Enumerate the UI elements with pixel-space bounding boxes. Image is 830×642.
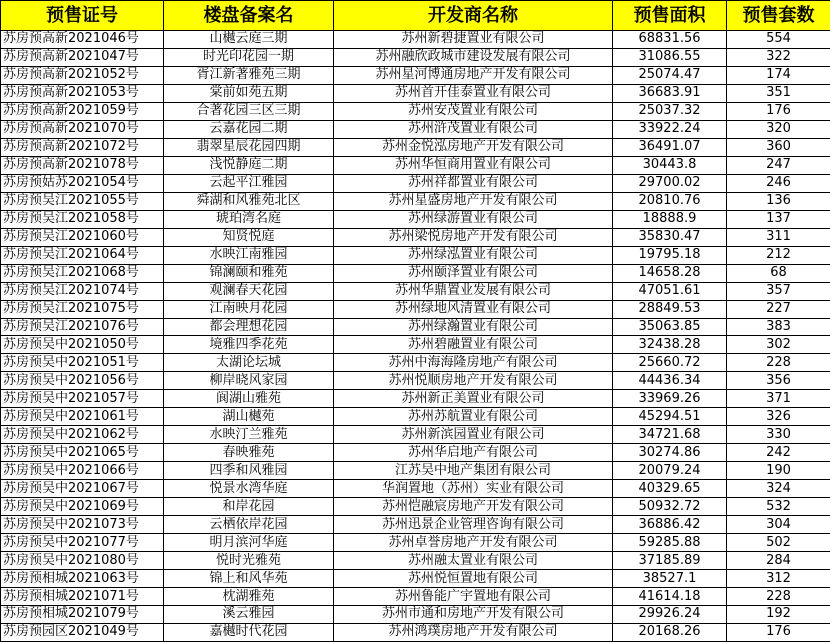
cell-presale-units: 176	[727, 102, 830, 120]
cell-project-name: 江南映月花园	[164, 300, 334, 318]
cell-developer-name: 苏州祥都置业有限公司	[334, 174, 613, 192]
cell-project-name: 都会理想花园	[164, 318, 334, 336]
cell-presale-area: 35063.85	[613, 318, 727, 336]
cell-presale-units: 532	[727, 498, 830, 516]
cell-presale-area: 20168.26	[613, 623, 727, 641]
cell-developer-name: 苏州苏航置业有限公司	[334, 408, 613, 426]
header-developer-name: 开发商名称	[334, 1, 613, 31]
cell-presale-area: 29926.24	[613, 606, 727, 624]
cell-project-name: 阆湖山雅苑	[164, 390, 334, 408]
cell-developer-name: 苏州新碧捷置业有限公司	[334, 31, 613, 49]
cell-presale-units: 247	[727, 156, 830, 174]
cell-presale-area: 45294.51	[613, 408, 727, 426]
table-row	[1, 246, 830, 264]
cell-project-name: 翡翠星辰花园四期	[164, 138, 334, 156]
cell-project-name: 湖山樾苑	[164, 408, 334, 426]
cell-developer-name: 苏州华启地产有限公司	[334, 444, 613, 462]
table-row	[1, 174, 830, 192]
cell-developer-name: 苏州恺融宸房地产开发有限公司	[334, 498, 613, 516]
cell-project-name: 合著花园三区三期	[164, 102, 334, 120]
cell-developer-name: 华润置地（苏州）实业有限公司	[334, 480, 613, 498]
cell-developer-name: 苏州鸿璞房地产开发有限公司	[334, 623, 613, 641]
cell-presale-units: 192	[727, 606, 830, 624]
cell-presale-units: 190	[727, 462, 830, 480]
cell-presale-cert-no: 苏房预园区2021049号	[1, 623, 164, 641]
cell-presale-cert-no: 苏房预吴中2021061号	[1, 408, 164, 426]
cell-presale-cert-no: 苏房预高新2021047号	[1, 48, 164, 66]
cell-presale-area: 35830.47	[613, 228, 727, 246]
cell-presale-units: 246	[727, 174, 830, 192]
cell-presale-area: 41614.18	[613, 588, 727, 606]
cell-presale-units: 326	[727, 408, 830, 426]
cell-developer-name: 苏州绿地风清置业有限公司	[334, 300, 613, 318]
cell-presale-units: 68	[727, 264, 830, 282]
cell-presale-area: 33922.24	[613, 120, 727, 138]
cell-presale-units: 357	[727, 282, 830, 300]
cell-presale-area: 33969.26	[613, 390, 727, 408]
cell-presale-cert-no: 苏房预高新2021070号	[1, 120, 164, 138]
cell-project-name: 云栖依岸花园	[164, 516, 334, 534]
cell-project-name: 太湖论坛城	[164, 354, 334, 372]
cell-developer-name: 苏州华恒商用置业有限公司	[334, 156, 613, 174]
cell-presale-units: 554	[727, 31, 830, 49]
table-row	[1, 300, 830, 318]
cell-developer-name: 苏州悦顺房地产开发有限公司	[334, 372, 613, 390]
cell-presale-units: 284	[727, 552, 830, 570]
cell-presale-cert-no: 苏房预吴江2021055号	[1, 192, 164, 210]
table-row	[1, 228, 830, 246]
cell-presale-cert-no: 苏房预吴江2021076号	[1, 318, 164, 336]
header-presale-cert-no: 预售证号	[1, 1, 164, 31]
table-row	[1, 66, 830, 84]
table-row	[1, 623, 830, 641]
cell-developer-name: 苏州星河博通房地产开发有限公司	[334, 66, 613, 84]
cell-project-name: 嘉樾时代花园	[164, 623, 334, 641]
cell-presale-cert-no: 苏房预吴中2021065号	[1, 444, 164, 462]
table-row	[1, 426, 830, 444]
cell-presale-cert-no: 苏房预高新2021046号	[1, 31, 164, 49]
cell-presale-cert-no: 苏房预高新2021053号	[1, 84, 164, 102]
cell-developer-name: 苏州中海海隆房地产有限公司	[334, 354, 613, 372]
cell-developer-name: 苏州市通和房地产开发有限公司	[334, 606, 613, 624]
cell-project-name: 水映江南雅园	[164, 246, 334, 264]
cell-presale-cert-no: 苏房预吴中2021077号	[1, 534, 164, 552]
cell-project-name: 溪云雅园	[164, 606, 334, 624]
table-row	[1, 354, 830, 372]
cell-project-name: 时光印花园一期	[164, 48, 334, 66]
cell-presale-area: 25660.72	[613, 354, 727, 372]
cell-developer-name: 苏州卓誉房地产开发有限公司	[334, 534, 613, 552]
table-row	[1, 318, 830, 336]
cell-presale-area: 25037.32	[613, 102, 727, 120]
cell-presale-cert-no: 苏房预高新2021052号	[1, 66, 164, 84]
cell-presale-cert-no: 苏房预吴中2021080号	[1, 552, 164, 570]
cell-presale-units: 174	[727, 66, 830, 84]
cell-project-name: 境雅四季花苑	[164, 336, 334, 354]
cell-presale-units: 227	[727, 300, 830, 318]
cell-presale-cert-no: 苏房预吴中2021057号	[1, 390, 164, 408]
cell-project-name: 云嘉花园二期	[164, 120, 334, 138]
cell-presale-cert-no: 苏房预吴中2021051号	[1, 354, 164, 372]
table-row	[1, 336, 830, 354]
cell-presale-cert-no: 苏房预吴江2021058号	[1, 210, 164, 228]
table-row	[1, 48, 830, 66]
cell-presale-units: 320	[727, 120, 830, 138]
cell-developer-name: 苏州金悦泓房地产开发有限公司	[334, 138, 613, 156]
cell-developer-name: 苏州迅景企业管理咨询有限公司	[334, 516, 613, 534]
cell-developer-name: 苏州首开佳泰置业有限公司	[334, 84, 613, 102]
cell-presale-area: 32438.28	[613, 336, 727, 354]
table-row	[1, 552, 830, 570]
table-row	[1, 516, 830, 534]
cell-presale-units: 228	[727, 588, 830, 606]
cell-project-name: 锦上和风华苑	[164, 570, 334, 588]
cell-project-name: 浅悦静庭二期	[164, 156, 334, 174]
cell-developer-name: 苏州新正美置业有限公司	[334, 390, 613, 408]
cell-presale-area: 36886.42	[613, 516, 727, 534]
cell-project-name: 棠前如苑五期	[164, 84, 334, 102]
cell-presale-area: 25074.47	[613, 66, 727, 84]
cell-presale-units: 330	[727, 426, 830, 444]
cell-project-name: 山樾云庭三期	[164, 31, 334, 49]
cell-project-name: 舜湖和风雅苑北区	[164, 192, 334, 210]
cell-developer-name: 江苏吴中地产集团有限公司	[334, 462, 613, 480]
cell-project-name: 知贤悦庭	[164, 228, 334, 246]
cell-developer-name: 苏州梁悦房地产开发有限公司	[334, 228, 613, 246]
cell-presale-units: 304	[727, 516, 830, 534]
cell-project-name: 明月滨河华庭	[164, 534, 334, 552]
cell-developer-name: 苏州绿泓置业有限公司	[334, 246, 613, 264]
cell-presale-cert-no: 苏房预吴江2021074号	[1, 282, 164, 300]
table-row	[1, 210, 830, 228]
cell-presale-cert-no: 苏房预相城2021071号	[1, 588, 164, 606]
cell-presale-area: 40329.65	[613, 480, 727, 498]
cell-developer-name: 苏州浒茂置业有限公司	[334, 120, 613, 138]
table-row	[1, 390, 830, 408]
cell-developer-name: 苏州星盛房地产开发有限公司	[334, 192, 613, 210]
cell-presale-cert-no: 苏房预吴中2021056号	[1, 372, 164, 390]
cell-presale-area: 59285.88	[613, 534, 727, 552]
cell-presale-cert-no: 苏房预吴江2021068号	[1, 264, 164, 282]
table-row	[1, 408, 830, 426]
cell-presale-units: 311	[727, 228, 830, 246]
cell-presale-area: 30443.8	[613, 156, 727, 174]
cell-presale-area: 44436.34	[613, 372, 727, 390]
cell-developer-name: 苏州融欣政城市建设发展有限公司	[334, 48, 613, 66]
table-row	[1, 606, 830, 624]
cell-developer-name: 苏州安茂置业有限公司	[334, 102, 613, 120]
table-row	[1, 138, 830, 156]
table-row	[1, 534, 830, 552]
cell-presale-area: 14658.28	[613, 264, 727, 282]
cell-presale-area: 30274.86	[613, 444, 727, 462]
cell-project-name: 悦景水湾华庭	[164, 480, 334, 498]
cell-presale-units: 212	[727, 246, 830, 264]
cell-presale-area: 47051.61	[613, 282, 727, 300]
cell-presale-units: 324	[727, 480, 830, 498]
cell-project-name: 和岸花园	[164, 498, 334, 516]
cell-developer-name: 苏州鲁能广宇置地有限公司	[334, 588, 613, 606]
cell-project-name: 锦澜颐和雅苑	[164, 264, 334, 282]
table-row	[1, 264, 830, 282]
cell-developer-name: 苏州颐泽置业有限公司	[334, 264, 613, 282]
cell-presale-cert-no: 苏房预吴中2021050号	[1, 336, 164, 354]
cell-presale-cert-no: 苏房预姑苏2021054号	[1, 174, 164, 192]
cell-presale-cert-no: 苏房预吴江2021075号	[1, 300, 164, 318]
header-presale-units: 预售套数	[727, 1, 830, 31]
cell-project-name: 柳岸晓风家园	[164, 372, 334, 390]
cell-presale-cert-no: 苏房预吴中2021066号	[1, 462, 164, 480]
cell-presale-area: 31086.55	[613, 48, 727, 66]
cell-presale-units: 356	[727, 372, 830, 390]
header-presale-area: 预售面积	[613, 1, 727, 31]
cell-presale-area: 36683.91	[613, 84, 727, 102]
cell-project-name: 水映汀兰雅苑	[164, 426, 334, 444]
table-body	[1, 31, 830, 642]
table-row	[1, 570, 830, 588]
table-row	[1, 480, 830, 498]
table-row	[1, 120, 830, 138]
cell-presale-units: 242	[727, 444, 830, 462]
cell-presale-area: 29700.02	[613, 174, 727, 192]
cell-presale-units: 137	[727, 210, 830, 228]
cell-presale-cert-no: 苏房预吴江2021064号	[1, 246, 164, 264]
header-row	[1, 1, 830, 31]
cell-presale-cert-no: 苏房预高新2021059号	[1, 102, 164, 120]
table-row	[1, 84, 830, 102]
table-row	[1, 588, 830, 606]
cell-presale-area: 50932.72	[613, 498, 727, 516]
table-row	[1, 372, 830, 390]
cell-presale-area: 34721.68	[613, 426, 727, 444]
table-row	[1, 102, 830, 120]
cell-presale-area: 68831.56	[613, 31, 727, 49]
cell-presale-cert-no: 苏房预吴中2021067号	[1, 480, 164, 498]
cell-presale-cert-no: 苏房预吴中2021069号	[1, 498, 164, 516]
cell-presale-units: 228	[727, 354, 830, 372]
table-row	[1, 462, 830, 480]
cell-project-name: 悦时光雅苑	[164, 552, 334, 570]
table-row	[1, 31, 830, 49]
cell-presale-cert-no: 苏房预相城2021063号	[1, 570, 164, 588]
table-row	[1, 282, 830, 300]
table-row	[1, 192, 830, 210]
cell-presale-units: 136	[727, 192, 830, 210]
cell-presale-area: 37185.89	[613, 552, 727, 570]
cell-presale-units: 502	[727, 534, 830, 552]
cell-project-name: 观澜春天花园	[164, 282, 334, 300]
cell-developer-name: 苏州新滨园置业有限公司	[334, 426, 613, 444]
cell-presale-units: 302	[727, 336, 830, 354]
cell-developer-name: 苏州华鼎置业发展有限公司	[334, 282, 613, 300]
cell-presale-area: 20810.76	[613, 192, 727, 210]
cell-project-name: 春映雅苑	[164, 444, 334, 462]
cell-project-name: 枕湖雅苑	[164, 588, 334, 606]
cell-presale-units: 312	[727, 570, 830, 588]
cell-project-name: 云起平江雅园	[164, 174, 334, 192]
cell-presale-units: 371	[727, 390, 830, 408]
cell-project-name: 琥珀湾名庭	[164, 210, 334, 228]
cell-presale-cert-no: 苏房预高新2021072号	[1, 138, 164, 156]
cell-presale-area: 28849.53	[613, 300, 727, 318]
cell-presale-units: 322	[727, 48, 830, 66]
cell-developer-name: 苏州融太置业有限公司	[334, 552, 613, 570]
cell-presale-area: 19795.18	[613, 246, 727, 264]
cell-project-name: 四季和风雅园	[164, 462, 334, 480]
table-row	[1, 444, 830, 462]
cell-presale-units: 351	[727, 84, 830, 102]
cell-presale-cert-no: 苏房预吴江2021060号	[1, 228, 164, 246]
cell-presale-units: 176	[727, 623, 830, 641]
cell-presale-area: 38527.1	[613, 570, 727, 588]
cell-presale-area: 18888.9	[613, 210, 727, 228]
cell-presale-area: 36491.07	[613, 138, 727, 156]
cell-developer-name: 苏州悦恒置地有限公司	[334, 570, 613, 588]
cell-presale-cert-no: 苏房预吴中2021062号	[1, 426, 164, 444]
cell-presale-area: 20079.24	[613, 462, 727, 480]
cell-presale-units: 360	[727, 138, 830, 156]
table-row	[1, 156, 830, 174]
cell-presale-cert-no: 苏房预高新2021078号	[1, 156, 164, 174]
header-project-name: 楼盘备案名	[164, 1, 334, 31]
cell-presale-cert-no: 苏房预吴中2021073号	[1, 516, 164, 534]
cell-presale-units: 383	[727, 318, 830, 336]
table-row	[1, 498, 830, 516]
cell-developer-name: 苏州绿游置业有限公司	[334, 210, 613, 228]
cell-developer-name: 苏州绿瀚置业有限公司	[334, 318, 613, 336]
cell-project-name: 胥江新著雅苑三期	[164, 66, 334, 84]
cell-presale-cert-no: 苏房预相城2021079号	[1, 606, 164, 624]
cell-developer-name: 苏州碧融置业有限公司	[334, 336, 613, 354]
